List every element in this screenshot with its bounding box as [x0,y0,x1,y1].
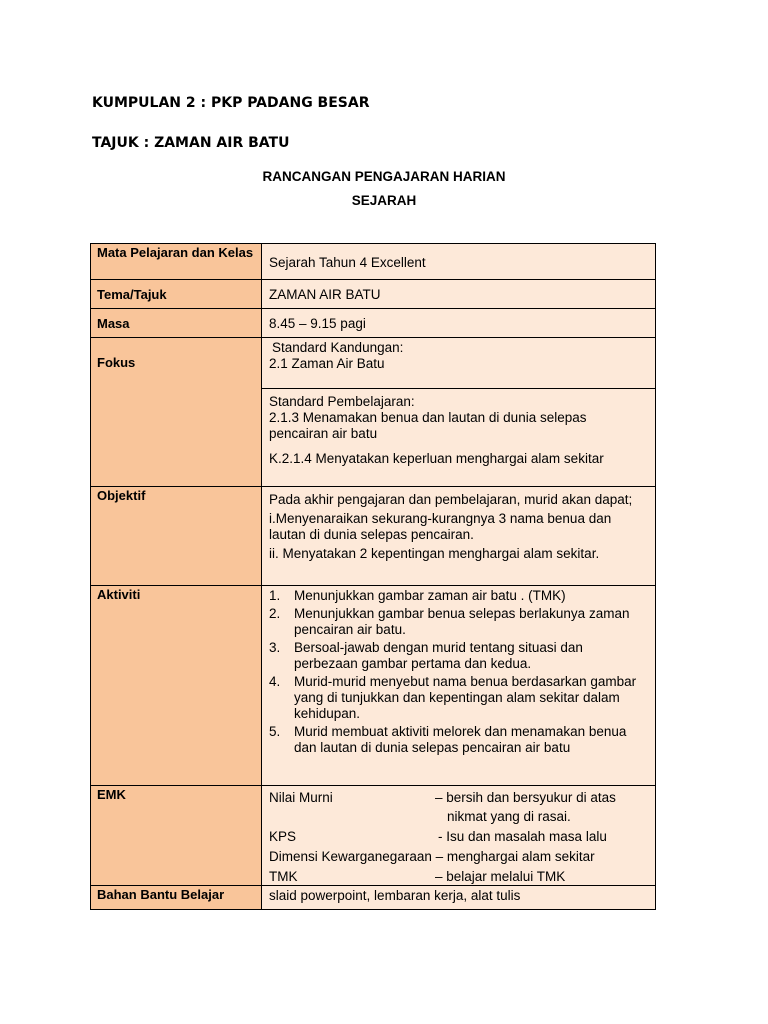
emk-nilai-value-2: nikmat yang di rasai. [447,809,571,824]
emk-dimensi: Dimensi Kewarganegaraan – menghargai alam sekitar [269,849,595,864]
group-heading: KUMPULAN 2 : PKP PADANG BESAR [92,95,370,111]
topic-heading: TAJUK : ZAMAN AIR BATU [92,135,290,151]
row-masa [91,309,656,338]
label-masa: Masa [91,309,262,338]
aktiviti-text: Menunjukkan gambar benua selepas berlakunya zaman pencairan air batu. [294,606,630,637]
value-fokus-sp [262,389,656,487]
row-fokus-sk [91,338,656,389]
aktiviti-text: Murid-murid menyebut nama benua berdasarkan gambar yang di tunjukkan dan kepentingan alam sekitar dalam kehidupan. [294,674,637,721]
label-fokus [91,338,262,487]
aktiviti-text: Murid membuat aktiviti melorek dan menamakan benua dan lautan di dunia selepas pencairan air batu [294,724,627,755]
label-mata-pelajaran: Mata Pelajaran dan Kelas [91,244,262,280]
subject-title: SEJARAH [351,193,417,208]
label-tema: Tema/Tajuk [91,280,262,309]
row-aktiviti [91,586,656,786]
aktiviti-number: 1. [269,588,281,603]
fokus-sp-item-1: 2.1.3 Menamakan benua dan lautan di dunia selepas pencairan air batu [269,410,587,441]
emk-nilai-row-2 [269,809,649,825]
emk-nilai-row [269,790,649,806]
emk-kps-value: - Isu dan masalah masa lalu [438,829,607,844]
aktiviti-text: Menunjukkan gambar zaman air batu . (TMK) [294,588,566,603]
fokus-sp-title: Standard Pembelajaran: [269,394,415,409]
aktiviti-number: 5. [269,724,281,739]
aktiviti-item [269,606,649,638]
value-emk [262,786,656,886]
aktiviti-item [269,724,649,756]
lesson-plan-table [90,243,656,910]
aktiviti-number: 4. [269,674,281,689]
fokus-sp-item-2: K.2.1.4 Menyatakan keperluan menghargai alam sekitar [269,451,604,466]
value-bahan-bantu: slaid powerpoint, lembaran kerja, alat tulis [262,886,656,910]
fokus-sk-value: 2.1 Zaman Air Batu [269,356,385,371]
emk-nilai-value: – bersih dan bersyukur di atas [435,790,616,805]
objektif-intro: Pada akhir pengajaran dan pembelajaran, murid akan dapat; [269,492,633,507]
emk-tmk-value: – belajar melalui TMK [435,869,566,884]
document-title: RANCANGAN PENGAJARAN HARIAN [262,169,506,184]
row-tema [91,280,656,309]
objektif-item-2: ii. Menyatakan 2 kepentingan menghargai alam sekitar. [269,546,600,561]
emk-kps-row [269,829,649,845]
fokus-sk-title: Standard Kandungan: [272,340,404,355]
aktiviti-item [269,640,649,672]
row-emk [91,786,656,886]
value-fokus-sk [262,338,656,389]
aktiviti-item [269,588,649,604]
aktiviti-number: 3. [269,640,281,655]
aktiviti-number: 2. [269,606,281,621]
row-bahan-bantu [91,886,656,910]
emk-kps-key: KPS [269,829,297,844]
aktiviti-text: Bersoal-jawab dengan murid tentang situasi dan perbezaan gambar pertama dan kedua. [294,640,583,671]
value-objektif [262,487,656,586]
emk-tmk-row [269,869,649,885]
label-emk: EMK [91,786,262,886]
label-objektif: Objektif [91,487,262,586]
value-masa: 8.45 – 9.15 pagi [262,309,656,338]
emk-nilai-key: Nilai Murni [269,790,333,805]
label-aktiviti: Aktiviti [91,586,262,786]
aktiviti-list [269,588,649,756]
label-fokus-text: Fokus [97,355,136,370]
row-mata-pelajaran [91,244,656,280]
value-aktiviti [262,586,656,786]
value-tema: ZAMAN AIR BATU [262,280,656,309]
label-bahan-bantu: Bahan Bantu Belajar [91,886,262,910]
objektif-item-1: i.Menyenaraikan sekurang-kurangnya 3 nama benua dan lautan di dunia selepas pencairan. [269,511,612,542]
aktiviti-item [269,674,649,722]
emk-tmk-key: TMK [269,869,298,884]
value-mata-pelajaran: Sejarah Tahun 4 Excellent [262,244,656,280]
row-objektif [91,487,656,586]
